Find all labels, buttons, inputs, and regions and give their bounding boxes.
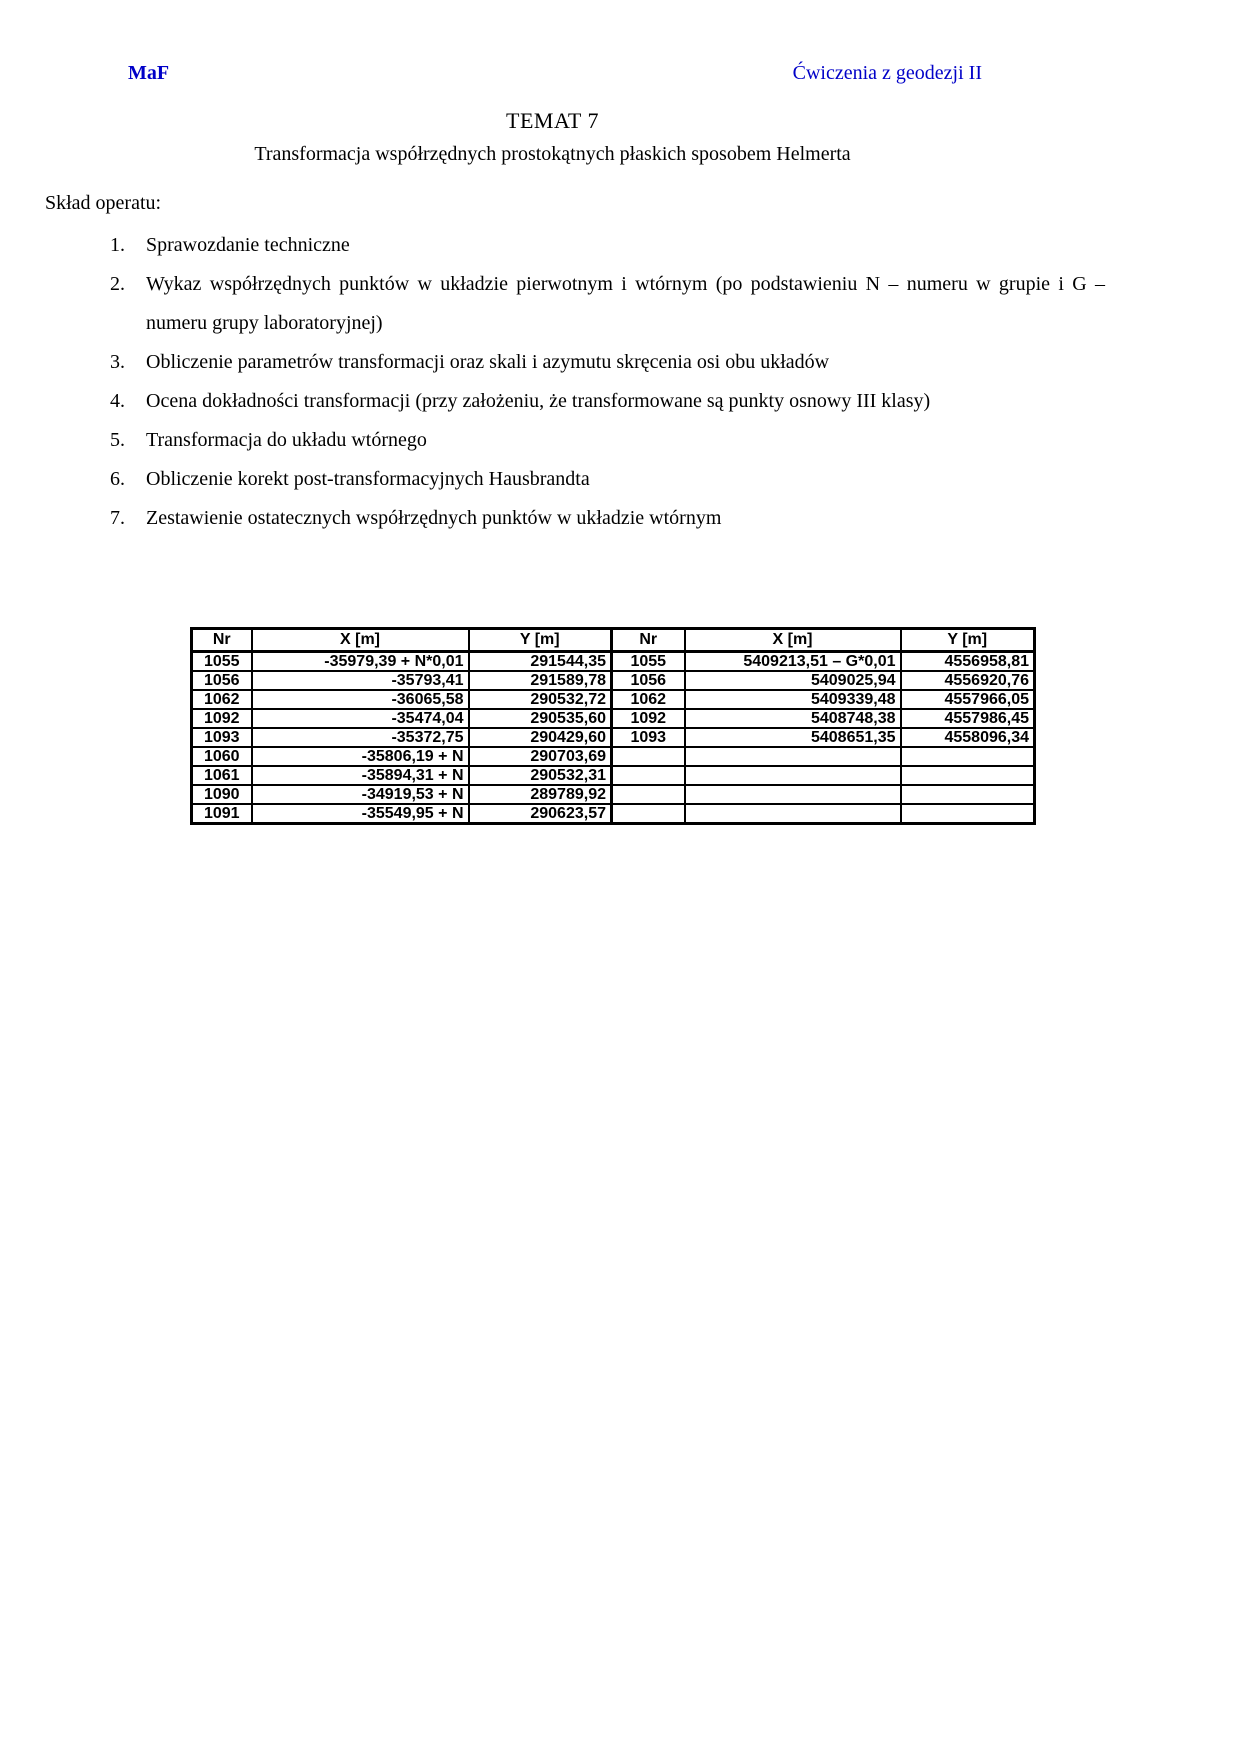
table-cell: -35372,75 xyxy=(252,728,469,747)
list-item-text: Obliczenie parametrów transformacji oraz skali i azymutu skręcenia osi obu układów xyxy=(146,351,830,373)
table-cell xyxy=(612,785,685,804)
list-item-number: 4. xyxy=(110,390,125,412)
table-cell: 290429,60 xyxy=(469,728,612,747)
table-cell: 291544,35 xyxy=(469,652,612,672)
table-cell: 1062 xyxy=(192,690,252,709)
list-item xyxy=(110,382,1105,421)
table-cell: 5408651,35 xyxy=(685,728,901,747)
table-cell: -34919,53 + N xyxy=(252,785,469,804)
table-cell: 290623,57 xyxy=(469,804,612,824)
list-item xyxy=(110,421,1105,460)
table-header-cell: X [m] xyxy=(252,629,469,652)
page-title: TEMAT 7 xyxy=(506,108,599,133)
list-item xyxy=(110,499,1105,538)
table-row xyxy=(192,766,1035,785)
list-item-number: 5. xyxy=(110,429,125,451)
table-cell: -36065,58 xyxy=(252,690,469,709)
table-row xyxy=(192,690,1035,709)
table-header-row xyxy=(192,629,1035,652)
table-row xyxy=(192,785,1035,804)
coordinates-table-wrapper xyxy=(190,627,1036,825)
table-cell xyxy=(901,766,1035,785)
table-row xyxy=(192,671,1035,690)
table-cell xyxy=(685,766,901,785)
list-item-text: Sprawozdanie techniczne xyxy=(146,234,350,256)
table-header-cell: X [m] xyxy=(685,629,901,652)
table-cell: 1062 xyxy=(612,690,685,709)
table-cell xyxy=(901,785,1035,804)
table-row xyxy=(192,652,1035,672)
table-cell xyxy=(612,766,685,785)
list-item-text: Obliczenie korekt post-transformacyjnych Hausbrandta xyxy=(146,468,590,490)
table-header-cell: Y [m] xyxy=(901,629,1035,652)
table-cell: 4556920,76 xyxy=(901,671,1035,690)
list-item-text: Zestawienie ostatecznych współrzędnych punktów w układzie wtórnym xyxy=(146,507,722,529)
table-cell xyxy=(901,804,1035,824)
ordered-list xyxy=(110,226,1105,538)
table-cell: 1091 xyxy=(192,804,252,824)
table-row xyxy=(192,709,1035,728)
list-item-number: 7. xyxy=(110,507,125,529)
table-row xyxy=(192,747,1035,766)
table-cell: 289789,92 xyxy=(469,785,612,804)
table-row xyxy=(192,728,1035,747)
table-cell xyxy=(612,747,685,766)
table-cell: 5408748,38 xyxy=(685,709,901,728)
page-subtitle: Transformacja współrzędnych prostokątnych płaskich sposobem Helmerta xyxy=(254,143,851,165)
table-cell: 5409213,51 – G*0,01 xyxy=(685,652,901,672)
table-cell xyxy=(685,804,901,824)
table-cell: 5409025,94 xyxy=(685,671,901,690)
table-header-cell: Y [m] xyxy=(469,629,612,652)
table-cell: 290703,69 xyxy=(469,747,612,766)
header-course: Ćwiczenia z geodezji II xyxy=(792,62,982,84)
table-cell: 291589,78 xyxy=(469,671,612,690)
intro-label: Skład operatu: xyxy=(45,192,162,214)
list-item xyxy=(110,226,1105,265)
table-cell xyxy=(612,804,685,824)
header-author: MaF xyxy=(128,62,170,84)
list-item-number: 1. xyxy=(110,234,125,256)
table-cell: -35979,39 + N*0,01 xyxy=(252,652,469,672)
table-cell xyxy=(901,747,1035,766)
list-item-text: Wykaz współrzędnych punktów w układzie pierwotnym i wtórnym (po podstawieniu N – numeru w grupie i G – numeru grupy laboratoryjnej) xyxy=(146,273,1105,334)
table-cell: 290532,72 xyxy=(469,690,612,709)
table-cell: 1060 xyxy=(192,747,252,766)
table-cell: 1061 xyxy=(192,766,252,785)
table-cell: 4557966,05 xyxy=(901,690,1035,709)
coordinates-table xyxy=(190,627,1036,825)
table-cell: 1092 xyxy=(192,709,252,728)
table-cell: -35549,95 + N xyxy=(252,804,469,824)
table-cell: 1090 xyxy=(192,785,252,804)
table-cell: 290535,60 xyxy=(469,709,612,728)
list-item-text: Ocena dokładności transformacji (przy założeniu, że transformowane są punkty osnowy III klasy) xyxy=(146,390,931,412)
list-item xyxy=(110,265,1105,343)
table-cell: 4556958,81 xyxy=(901,652,1035,672)
table-cell: 1092 xyxy=(612,709,685,728)
list-item xyxy=(110,460,1105,499)
table-row xyxy=(192,804,1035,824)
table-cell: 1055 xyxy=(612,652,685,672)
table-header-cell: Nr xyxy=(612,629,685,652)
table-header-cell: Nr xyxy=(192,629,252,652)
table-cell: -35894,31 + N xyxy=(252,766,469,785)
list-item-number: 6. xyxy=(110,468,125,490)
list-item-number: 3. xyxy=(110,351,125,373)
table-cell: 1093 xyxy=(612,728,685,747)
table-cell: 1093 xyxy=(192,728,252,747)
table-cell: 1055 xyxy=(192,652,252,672)
coords-table-body xyxy=(192,652,1035,824)
table-cell: -35474,04 xyxy=(252,709,469,728)
table-cell xyxy=(685,785,901,804)
table-cell xyxy=(685,747,901,766)
table-cell: 4558096,34 xyxy=(901,728,1035,747)
table-cell: -35806,19 + N xyxy=(252,747,469,766)
table-cell: 5409339,48 xyxy=(685,690,901,709)
list-item-number: 2. xyxy=(110,273,125,295)
table-cell: 290532,31 xyxy=(469,766,612,785)
list-item xyxy=(110,343,1105,382)
table-cell: 4557986,45 xyxy=(901,709,1035,728)
table-cell: -35793,41 xyxy=(252,671,469,690)
table-cell: 1056 xyxy=(192,671,252,690)
list-item-text: Transformacja do układu wtórnego xyxy=(146,429,427,451)
table-cell: 1056 xyxy=(612,671,685,690)
title-block xyxy=(0,108,1105,166)
